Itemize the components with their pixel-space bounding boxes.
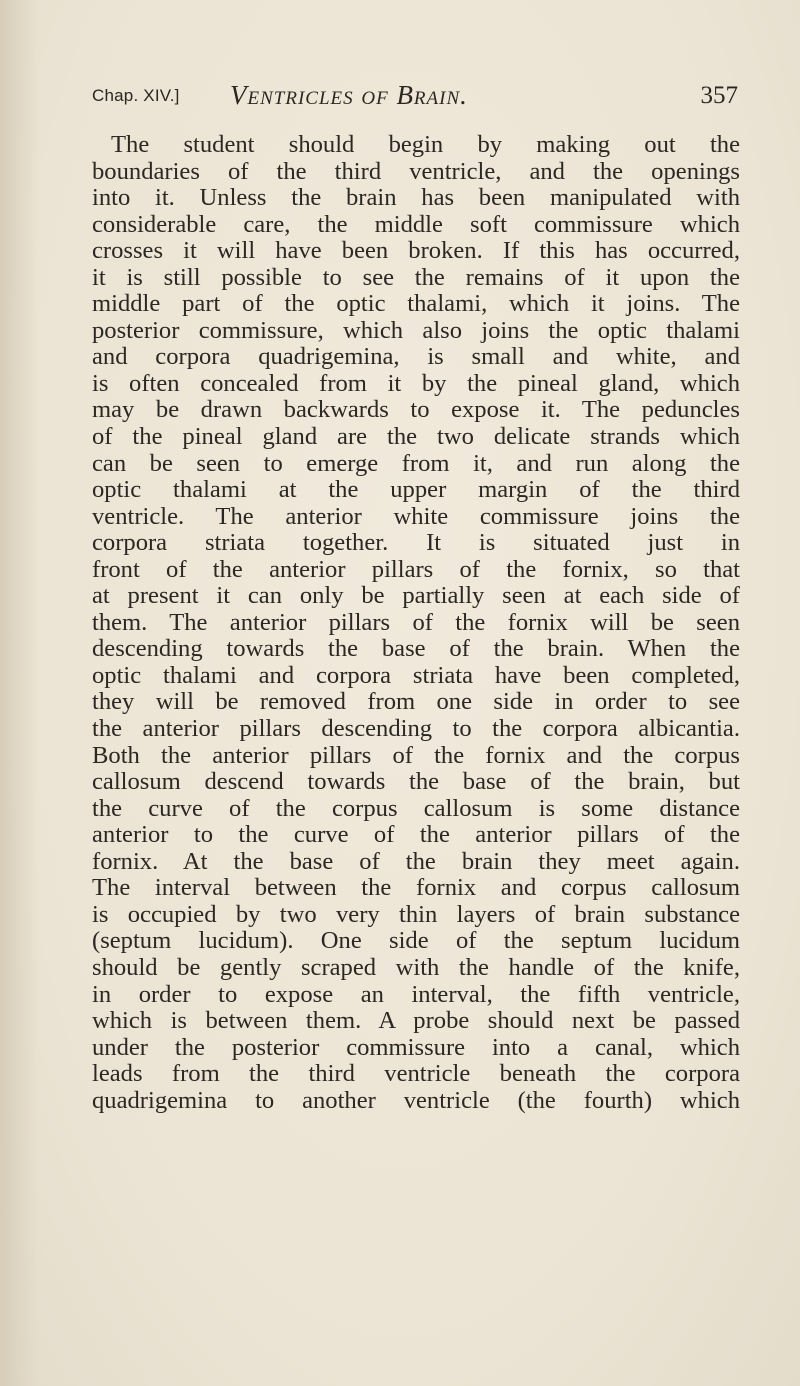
text-line: front of the anterior pillars of the fornix, so that <box>92 555 740 583</box>
text-line: they will be removed from one side in order to see <box>92 688 740 716</box>
text-line: callosum descend towards the base of the brain, but <box>92 768 740 796</box>
text-line: fornix. At the base of the brain they meet again. <box>92 847 740 875</box>
text-line: the anterior pillars descending to the corpora albicantia. <box>92 715 740 743</box>
text-line: and corpora quadrigemina, is small and white, and <box>92 343 740 371</box>
text-line: descending towards the base of the brain. When the <box>92 635 740 663</box>
text-line: boundaries of the third ventricle, and the openings <box>92 157 740 185</box>
text-line: the curve of the corpus callosum is some distance <box>92 794 740 822</box>
text-line: at present it can only be partially seen at each side of <box>92 582 740 610</box>
text-line: under the posterior commissure into a canal, which <box>92 1033 740 1061</box>
text-line: should be gently scraped with the handle of the knife, <box>92 953 740 981</box>
text-line: optic thalami and corpora striata have been completed, <box>92 661 740 689</box>
text-line: The student should begin by making out the <box>111 131 740 158</box>
text-line: anterior to the curve of the anterior pillars of the <box>92 821 740 849</box>
text-line: of the pineal gland are the two delicate strands which <box>92 423 740 451</box>
text-line: posterior commissure, which also joins the optic thalami <box>92 316 740 344</box>
text-line: crosses it will have been broken. If this has occurred, <box>92 237 740 265</box>
text-line: middle part of the optic thalami, which it joins. The <box>92 290 740 318</box>
body-paragraph <box>92 132 740 1114</box>
text-line: considerable care, the middle soft commissure which <box>92 210 740 238</box>
running-title: Ventricles of Brain. <box>230 80 468 110</box>
text-line: may be drawn backwards to expose it. The peduncles <box>92 396 740 424</box>
page-number: 357 <box>700 82 738 109</box>
text-line: corpora striata together. It is situated just in <box>92 529 740 557</box>
text-line: is occupied by two very thin layers of brain substance <box>92 900 740 928</box>
text-line: Both the anterior pillars of the fornix and the corpus <box>92 741 740 769</box>
text-line: leads from the third ventricle beneath the corpora <box>92 1060 740 1088</box>
text-line: which is between them. A probe should next be passed <box>92 1007 740 1035</box>
text-line: ventricle. The anterior white commissure joins the <box>92 502 740 530</box>
text-line: into it. Unless the brain has been manipulated with <box>92 184 740 212</box>
text-line: them. The anterior pillars of the fornix will be seen <box>92 608 740 636</box>
text-line: quadrigemina to another ventricle (the fourth) which <box>92 1086 740 1114</box>
running-header <box>92 80 740 120</box>
text-line: is often concealed from it by the pineal gland, which <box>92 369 740 397</box>
text-line: The interval between the fornix and corpus callosum <box>92 874 740 902</box>
text-line: in order to expose an interval, the fifth ventricle, <box>92 980 740 1008</box>
text-line: can be seen to emerge from it, and run along the <box>92 449 740 477</box>
chapter-label: Chap. XIV.] <box>92 86 180 105</box>
text-line: optic thalami at the upper margin of the third <box>92 476 740 504</box>
gutter-shadow <box>0 0 38 1386</box>
text-line: (septum lucidum). One side of the septum lucidum <box>92 927 740 955</box>
text-line: it is still possible to see the remains of it upon the <box>92 263 740 291</box>
